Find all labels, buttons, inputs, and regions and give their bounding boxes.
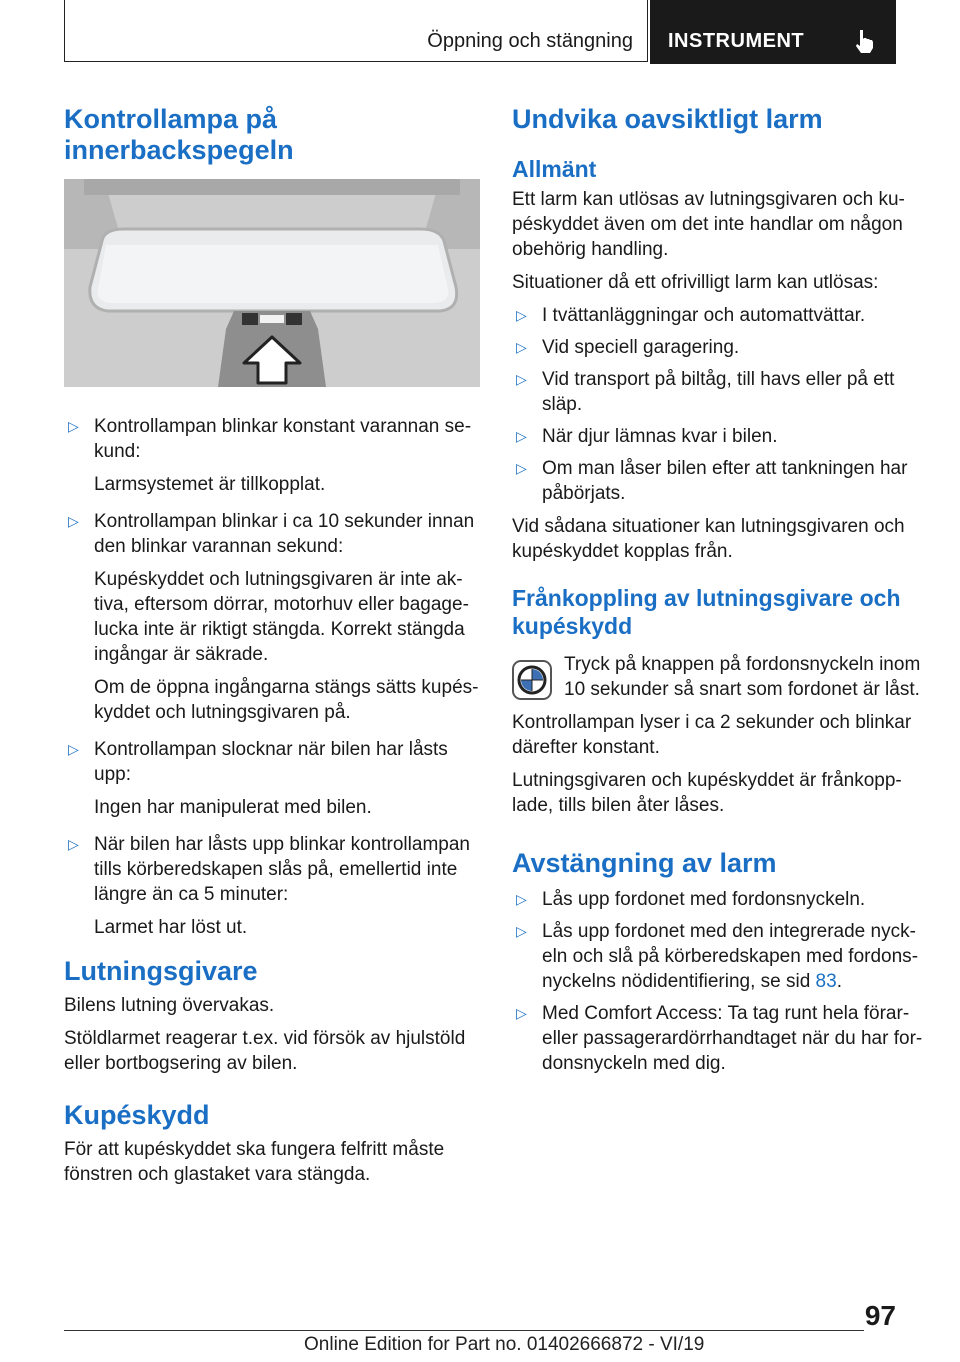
bullet-subtext: Larmet har löst ut. bbox=[94, 917, 248, 938]
disarm-bullet-list bbox=[512, 887, 928, 1076]
list-item bbox=[64, 737, 480, 820]
left-column bbox=[64, 104, 480, 1185]
subheading-frankoppling: Frånkoppling av lutningsgivare och kupéskydd bbox=[512, 585, 901, 639]
heading-kupeskydd: Kupéskydd bbox=[64, 1100, 210, 1130]
lutningsgivare-section bbox=[64, 956, 480, 1076]
list-item bbox=[512, 424, 928, 449]
page-header bbox=[64, 0, 896, 64]
paragraph: Ett larm kan utlösas av lutningsgivaren och kupéskyddet även om det inte handlar om någon obehörig handling. bbox=[512, 189, 905, 260]
triangle-bullet-icon: ▷ bbox=[516, 428, 527, 444]
bullet-text: När djur lämnas kvar i bilen. bbox=[542, 426, 778, 447]
paragraph: Stöldlarmet reagerar t.ex. vid försök av hjulstöld eller bortbogsering av bilen. bbox=[64, 1028, 466, 1074]
paragraph: Lutningsgivaren och kupéskyddet är frånkopplade, tills bilen åter låses. bbox=[512, 770, 902, 816]
paragraph: Bilens lutning övervakas. bbox=[64, 995, 275, 1016]
bullet-text: Kontrollampan blinkar i ca 10 sekunder innan den blinkar varannan sekund: bbox=[94, 511, 475, 557]
bullet-text-part: Lås upp fordonet med den integrerade nyckeln och slå på körberedskapen med fordonsnyckelns nödidentifiering, se sid bbox=[542, 921, 919, 992]
list-item bbox=[512, 887, 928, 912]
bullet-text: I tvättanläggningar och automattvättar. bbox=[542, 305, 866, 326]
rearview-mirror-image bbox=[64, 179, 480, 387]
bullet-text: När bilen har låsts upp blinkar kontrollampan tills körberedskapen slås på, emellertid inte längre än ca 5 minuter: bbox=[94, 834, 470, 905]
page-number: 97 bbox=[864, 1300, 896, 1331]
paragraph: Tryck på knappen på fordonsnyckeln inom 10 sekunder så snart som fordonet är låst. bbox=[564, 654, 921, 700]
header-tab-label: INSTRUMENT bbox=[668, 30, 805, 52]
triangle-bullet-icon: ▷ bbox=[516, 1005, 527, 1021]
list-item bbox=[64, 509, 480, 725]
pointing-hand-icon bbox=[852, 28, 876, 54]
bullet-text: Med Comfort Access: Ta tag runt hela förar- eller passagerardörrhandtaget när du har fordonsnyckeln med dig. bbox=[542, 1003, 923, 1074]
page-reference-link[interactable]: 83 bbox=[815, 971, 837, 992]
bullet-text bbox=[542, 919, 928, 994]
indicator-bullet-list bbox=[64, 414, 480, 940]
bullet-text-part: . bbox=[836, 971, 842, 992]
triangle-bullet-icon: ▷ bbox=[516, 460, 527, 476]
key-fob-icon bbox=[512, 660, 552, 700]
key-instruction bbox=[512, 652, 928, 702]
triangle-bullet-icon: ▷ bbox=[516, 371, 527, 387]
header-section-box bbox=[64, 0, 648, 62]
bullet-text: Lås upp fordonet med fordonsnyckeln. bbox=[542, 889, 866, 910]
header-section-title: Öppning och stängning bbox=[427, 30, 633, 52]
bullet-text: Vid transport på biltåg, till havs eller på ett släp. bbox=[542, 369, 895, 415]
edition-footer: Online Edition for Part no. 01402666872 - VI/19 bbox=[304, 1334, 705, 1355]
heading-undvika-larm: Undvika oavsiktligt larm bbox=[512, 104, 823, 134]
triangle-bullet-icon: ▷ bbox=[516, 339, 527, 355]
list-item bbox=[512, 335, 928, 360]
triangle-bullet-icon: ▷ bbox=[516, 891, 527, 907]
list-item bbox=[512, 919, 928, 994]
heading-avstangning: Avstängning av larm bbox=[512, 848, 777, 878]
triangle-bullet-icon: ▷ bbox=[68, 836, 79, 852]
list-item bbox=[512, 1001, 928, 1076]
bullet-subtext: Larmsystemet är tillkopplat. bbox=[94, 474, 326, 495]
paragraph: Situationer då ett ofrivilligt larm kan utlösas: bbox=[512, 272, 879, 293]
footer-divider bbox=[64, 1330, 864, 1331]
bullet-subtext: Kupéskyddet och lutningsgivaren är inte aktiva, eftersom dörrar, motorhuv eller bagagelucka inte är riktigt stängda. Korrekt stängda ingångar är säkrade. bbox=[94, 569, 469, 665]
list-item bbox=[512, 367, 928, 417]
header-tab bbox=[650, 0, 896, 64]
subheading-allmant: Allmänt bbox=[512, 156, 597, 182]
triangle-bullet-icon: ▷ bbox=[68, 741, 79, 757]
bullet-text: Vid speciell garagering. bbox=[542, 337, 740, 358]
paragraph: Vid sådana situationer kan lutningsgivaren och kupéskyddet kopplas från. bbox=[512, 516, 905, 562]
list-item bbox=[64, 414, 480, 497]
kupeskydd-section bbox=[64, 1100, 480, 1187]
heading-lutningsgivare: Lutningsgivare bbox=[64, 956, 258, 986]
bullet-subtext: Ingen har manipulerat med bilen. bbox=[94, 797, 372, 818]
paragraph: Kontrollampan lyser i ca 2 sekunder och blinkar därefter konstant. bbox=[512, 712, 912, 758]
bullet-text: Kontrollampan blinkar konstant varannan sekund: bbox=[94, 416, 472, 462]
triangle-bullet-icon: ▷ bbox=[68, 513, 79, 529]
list-item bbox=[512, 303, 928, 328]
bullet-text: Kontrollampan slocknar när bilen har låsts upp: bbox=[94, 739, 448, 785]
bullet-text: Om man låser bilen efter att tankningen har påbörjats. bbox=[542, 458, 908, 504]
triangle-bullet-icon: ▷ bbox=[516, 923, 527, 939]
heading-kontrollampa: Kontrollampa på innerbackspegeln bbox=[64, 104, 294, 165]
right-column bbox=[512, 104, 928, 1076]
triangle-bullet-icon: ▷ bbox=[68, 418, 79, 434]
list-item bbox=[512, 456, 928, 506]
list-item bbox=[64, 832, 480, 940]
situations-bullet-list bbox=[512, 303, 928, 506]
paragraph: För att kupéskyddet ska fungera felfritt måste fönstren och glastaket vara stängda. bbox=[64, 1139, 445, 1185]
triangle-bullet-icon: ▷ bbox=[516, 307, 527, 323]
bullet-subtext: Om de öppna ingångarna stängs sätts kupéskyddet och lutningsgivaren på. bbox=[94, 677, 479, 723]
